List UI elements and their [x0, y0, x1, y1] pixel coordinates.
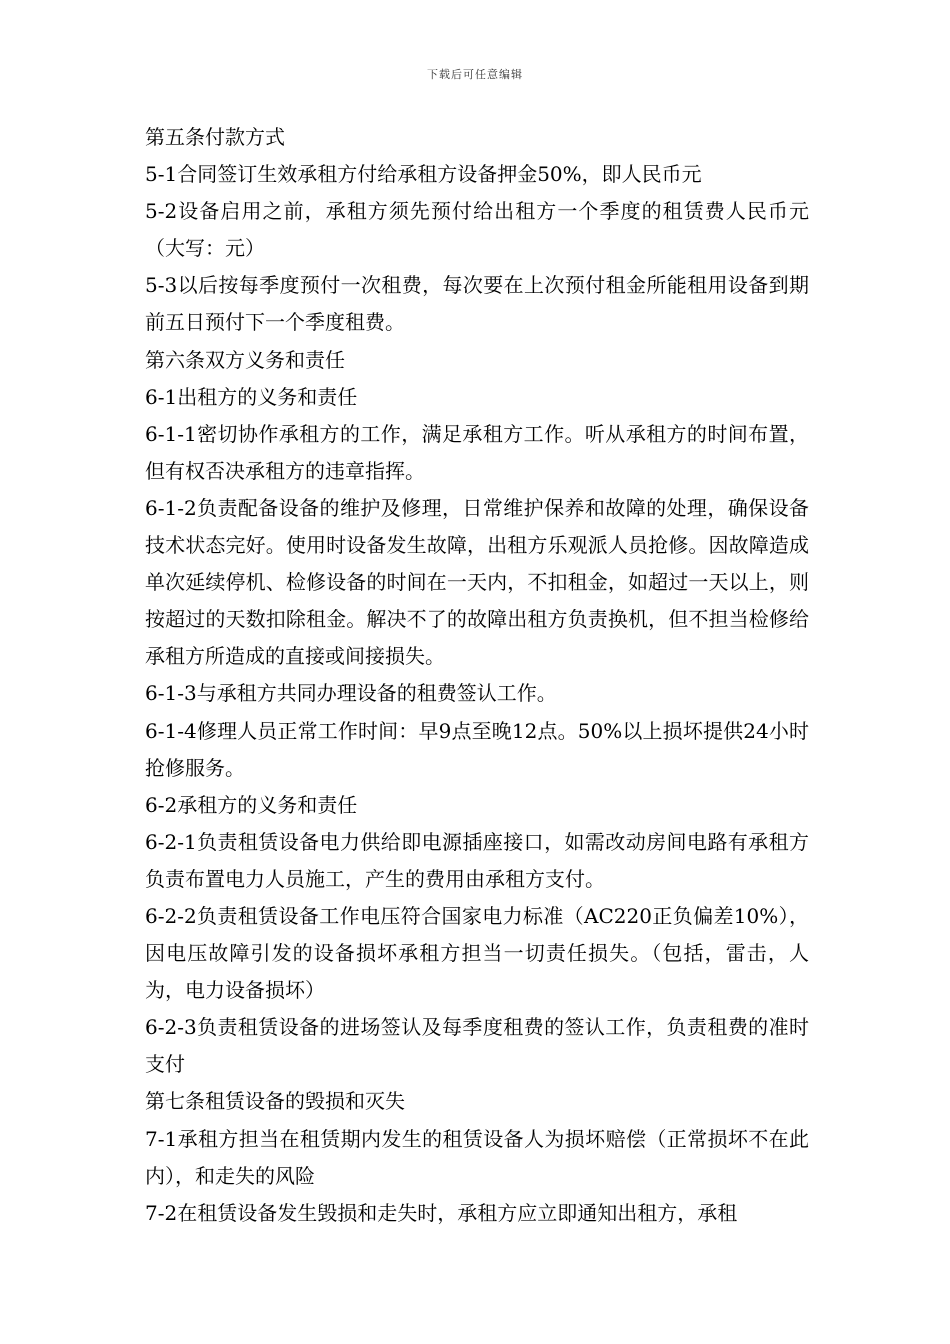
clause-6-2-3: 6-2-3负责租赁设备的进场签认及每季度租费的签认工作，负责租费的准时支付 — [145, 1015, 809, 1077]
clause-6-1: 6-1出租方的义务和责任 — [145, 384, 358, 409]
clause-6-2-1: 6-2-1负责租赁设备电力供给即电源插座接口，如需改动房间电路有承租方负责布置电力人员施工，产生的费用由承租方支付。 — [145, 829, 809, 891]
clause-5-2: 5-2设备启用之前，承租方须先预付给出租方一个季度的租赁费人民币元（大写：元） — [145, 199, 809, 261]
clause-6-2-2: 6-2-2负责租赁设备工作电压符合国家电力标准（AC220正负偏差10%），因电压故障引发的设备损坏承租方担当一切责任损失。（包括，雷击，人为，电力设备损坏） — [145, 903, 809, 1003]
clause-6-2: 6-2承租方的义务和责任 — [145, 792, 358, 817]
document-body — [145, 119, 809, 1232]
clause-6-1-1: 6-1-1密切协作承租方的工作，满足承租方工作。听从承租方的时间布置，但有权否决承租方的违章指挥。 — [145, 421, 809, 483]
section-title-damage: 第七条租赁设备的毁损和灭失 — [145, 1089, 405, 1114]
clause-5-3: 5-3以后按每季度预付一次租费，每次要在上次预付租金所能租用设备到期前五日预付下一个季度租费。 — [145, 273, 809, 335]
clause-7-2: 7-2在租赁设备发生毁损和走失时，承租方应立即通知出租方，承租 — [145, 1200, 738, 1225]
page-header: 下载后可任意编辑 — [427, 68, 523, 81]
clause-5-1: 5-1合同签订生效承租方付给承租方设备押金50%，即人民币元 — [145, 162, 702, 187]
clause-6-1-2: 6-1-2负责配备设备的维护及修理，日常维护保养和故障的处理，确保设备技术状态完好。使用时设备发生故障，出租方乐观派人员抢修。因故障造成单次延续停机、检修设备的时间在一天内，不扣租金，如超过一天以上，则按超过的天数扣除租金。解决不了的故障出租方负责换机，但不担当检修给承租方所造成的直接或间接损失。 — [145, 495, 809, 669]
section-title-obligations: 第六条双方义务和责任 — [145, 347, 345, 372]
clause-6-1-4: 6-1-4修理人员正常工作时间：早9点至晚12点。50%以上损坏提供24小时抢修服务。 — [145, 718, 809, 780]
clause-7-1: 7-1承租方担当在租赁期内发生的租赁设备人为损坏赔偿（正常损坏不在此内），和走失的风险 — [145, 1126, 809, 1188]
clause-6-1-3: 6-1-3与承租方共同办理设备的租费签认工作。 — [145, 681, 557, 706]
section-title-payment: 第五条付款方式 — [145, 125, 285, 149]
